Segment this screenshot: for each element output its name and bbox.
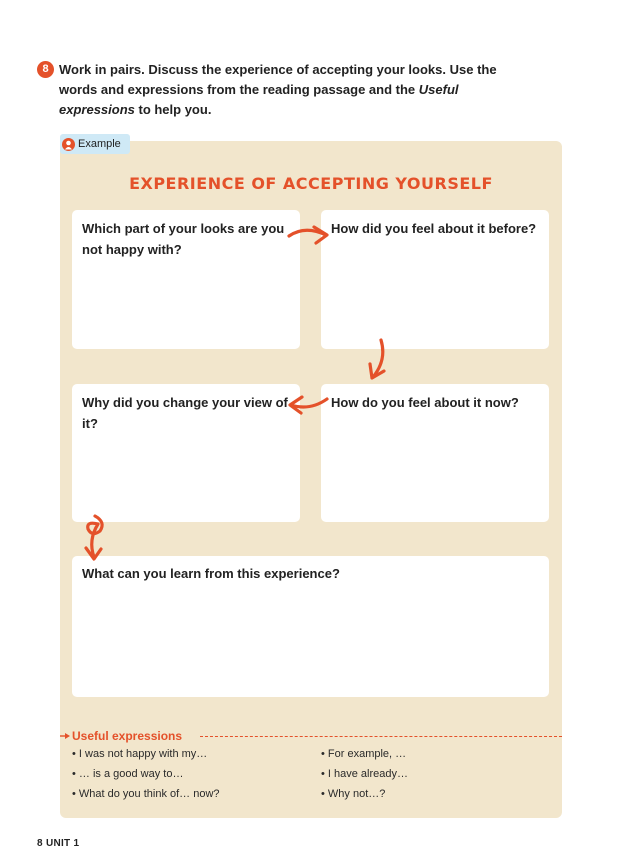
exercise-instruction	[37, 60, 517, 120]
question-box-feel-before: How did you feel about it before?	[321, 210, 549, 349]
instruction-text	[59, 60, 517, 120]
useful-expressions-heading	[60, 729, 182, 743]
person-icon	[62, 138, 75, 151]
expression-item: • … is a good way to…	[72, 768, 184, 780]
dashed-divider	[200, 736, 562, 737]
exercise-number-badge: 8	[37, 61, 54, 78]
expression-item: • I have already…	[321, 768, 409, 780]
example-label: Example	[78, 138, 121, 150]
expression-item: • For example, …	[321, 748, 407, 760]
expression-item: • I was not happy with my…	[72, 748, 208, 760]
useful-expressions-title: Useful expressions	[72, 729, 183, 743]
page-footer: 8 UNIT 1	[37, 838, 80, 849]
expression-item: • What do you think of… now?	[72, 788, 220, 800]
expression-item: • Why not…?	[321, 788, 386, 800]
instruction-part1: Work in pairs. Discuss the experience of accepting your looks. Use the words and expressions from the reading passage and the	[59, 62, 497, 97]
example-tag	[60, 134, 130, 154]
panel-title: EXPERIENCE OF ACCEPTING YOURSELF	[129, 174, 493, 193]
question-box-change-view: Why did you change your view of it?	[72, 384, 300, 522]
question-box-learn: What can you learn from this experience?	[72, 556, 549, 697]
expressions-left	[72, 744, 220, 804]
arrow-pointer-icon	[60, 732, 70, 740]
instruction-italic: Useful expressions	[59, 82, 459, 117]
instruction-part2: to help you.	[134, 102, 212, 117]
expressions-right	[321, 744, 408, 804]
question-box-looks: Which part of your looks are you not happy with?	[72, 210, 300, 349]
question-box-feel-now: How do you feel about it now?	[321, 384, 549, 522]
